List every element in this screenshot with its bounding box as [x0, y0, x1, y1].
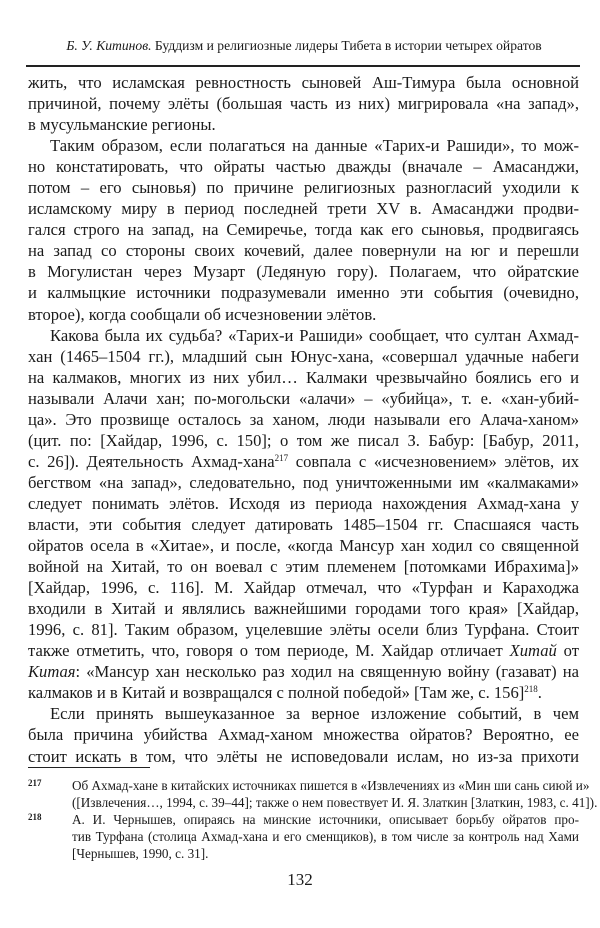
text-segment: исламскому миру в период последней трети XV в. Амасанджи продви- — [28, 199, 579, 219]
text-segment: жить, что исламская ревностность сыновей Аш-Тимура была основной — [28, 73, 579, 92]
text-line — [28, 409, 579, 430]
text-line — [28, 177, 579, 198]
text-line — [28, 472, 579, 493]
text-line — [28, 703, 579, 724]
text-segment: власти, эти события следует датировать 1485–1504 гг. Спасшаяся часть — [28, 514, 579, 534]
text-line — [28, 219, 579, 240]
text-line — [28, 156, 579, 177]
footnotes — [28, 777, 598, 862]
text-segment: бегством «на запад», следовательно, под уничтоженными им «калмаками» — [28, 472, 579, 492]
text-line — [28, 367, 579, 388]
text-segment: также отметить, что, говоря о том периоде, М. Хайдар отличает — [28, 641, 510, 661]
text-segment: совпала с «исчезновением» элётов, их — [288, 451, 580, 471]
text-segment: второе), когда сообщали об исчезновении элётов. — [28, 304, 377, 324]
running-header — [28, 38, 580, 54]
text-segment: гался строго на запад, на Семиречье, тогда как его сыновья, продвигаясь — [28, 220, 579, 240]
text-line — [28, 514, 579, 535]
text-line — [28, 325, 579, 346]
text-line — [28, 282, 579, 303]
text-line — [28, 640, 579, 661]
italic-text: Хитай — [509, 641, 557, 661]
footnote-line — [28, 845, 579, 862]
text-line — [28, 240, 579, 261]
text-segment: но констатировать, что ойраты частью дважды (вначале – Амасанджи, — [28, 157, 579, 177]
text-segment: стоит искать в том, что элёты не исповедовали ислам, но из-за прихоти — [28, 746, 579, 766]
footnote-rule — [28, 767, 150, 768]
text-segment: с. 26]). Деятельность Ахмад-хана — [28, 451, 275, 471]
text-segment: [Хайдар, 1996, с. 116]. М. Хайдар отмечал, что «Турфан и Караходжа — [28, 578, 579, 598]
text-segment: от — [556, 641, 579, 661]
text-line — [28, 72, 579, 93]
footnote-line — [28, 828, 579, 845]
text-line — [28, 598, 579, 619]
text-line — [28, 682, 579, 703]
text-line — [28, 430, 579, 451]
text-line — [28, 304, 579, 325]
text-segment: в Могулистан через Музарт (Ледяную гору). Полагаем, что ойратские — [28, 262, 579, 282]
footnote-line — [28, 794, 598, 811]
text-line — [28, 346, 579, 367]
text-line — [28, 261, 579, 282]
footnote-text: А. И. Чернышев, опираясь на минские источники, описывает борьбу ойратов про- — [72, 812, 579, 827]
text-segment: называли Алачи хан; по-могольски «алачи» – «убийца», т. е. «хан-убий- — [28, 388, 579, 408]
text-line — [28, 388, 579, 409]
main-text — [28, 72, 579, 767]
text-line — [28, 619, 579, 640]
text-segment: и калмыцкие источники подразумевали именно эти события (очевидно, — [28, 283, 579, 303]
footnote-text: Об Ахмад-хане в китайских источниках пишется в «Извлечениях из «Мин ши сань сиюй и» — [72, 778, 590, 793]
text-line — [28, 451, 579, 472]
text-segment: на запад со стороны своих кочевий, далее повернули на юг и перешли — [28, 241, 579, 261]
page-number: 132 — [287, 870, 313, 889]
text-segment: войной на Хитай, то он воевал с этим племенем [потомками Ибрахима]» — [28, 557, 579, 577]
text-segment: ца». Это прозвище осталось за ханом, люди называли его Алача-ханом» — [28, 409, 579, 429]
text-line — [28, 93, 579, 114]
footnote-number: 218 — [28, 812, 42, 822]
footnote-line — [28, 777, 590, 794]
text-line — [28, 661, 579, 682]
italic-text: Китая — [28, 662, 76, 682]
text-line — [28, 577, 579, 598]
footnote-number: 217 — [28, 778, 42, 788]
text-segment: . — [537, 683, 542, 703]
footnote-text: тив Турфана (столица Ахмад-хана и его сменщиков), в том числе за контроль над Хами — [72, 829, 579, 844]
text-segment: калмаков и в Китай и возвращался с полной победой» [Там же, с. 156] — [28, 683, 525, 703]
text-segment: : «Мансур хан несколько раз ходил на священную войну (газават) на — [75, 662, 579, 682]
footnote-ref[interactable]: 218 — [524, 684, 538, 695]
text-segment: в мусульманские регионы. — [28, 115, 216, 135]
text-segment: входили в Хитай и являлись важнейшими городами того края» [Хайдар, — [28, 599, 579, 619]
text-line — [28, 198, 579, 219]
footnote-ref[interactable]: 217 — [274, 452, 289, 463]
text-segment: Таким образом, если полагаться на данные «Тарих-и Рашиди», то мож- — [50, 136, 579, 156]
text-line — [28, 746, 579, 767]
text-segment: 1996, с. 81]. Таким образом, уцелевшие элёты осели близ Турфана. Стоит — [28, 620, 579, 640]
footnote-text: ([Извлечения…, 1994, с. 39–44]; также о нем повествует И. Я. Златкин [Златкин, 1983, с. 41]). — [72, 795, 598, 810]
text-segment: на калмаков, многих из них убил… Калмаки чрезвычайно боялись его и — [28, 367, 579, 387]
footnote-text: [Чернышев, 1990, с. 31]. — [72, 846, 209, 861]
text-line — [28, 724, 579, 745]
text-segment: следует понимать элётов. Исходя из периода нахождения Ахмад-хана у — [28, 493, 579, 513]
text-segment: потом – его сыновья) по причине религиозных разногласий уходили к — [28, 178, 579, 198]
header-author: Б. У. Китинов. — [66, 38, 152, 53]
text-segment: была причина убийства Ахмад-ханом множества ойратов? Вероятно, ее — [28, 725, 579, 745]
text-line — [28, 135, 579, 156]
header-title: Буддизм и религиозные лидеры Тибета в истории четырех ойратов — [154, 38, 542, 53]
text-segment: хан (1465–1504 гг.), младший сын Юнус-хана, «совершал удачные набеги — [28, 346, 579, 366]
text-line — [28, 556, 579, 577]
text-line — [28, 114, 579, 135]
text-line — [28, 535, 579, 556]
text-segment: Какова была их судьба? «Тарих-и Рашиди» сообщает, что султан Ахмад- — [50, 325, 579, 345]
header-rule — [26, 65, 580, 67]
text-segment: ойратов осела в «Хитае», и после, «когда Мансур хан ходил со священной — [28, 536, 579, 556]
text-segment: (цит. по: [Хайдар, 1996, с. 150]; о том же писал З. Бабур: [Бабур, 2011, — [28, 430, 579, 450]
footnote-line — [28, 811, 579, 828]
text-segment: Если принять вышеуказанное за верное изложение событий, в чем — [50, 704, 579, 724]
text-segment: причиной, почему элёты (большая часть из них) мигрировала «на запад», — [28, 94, 579, 114]
text-line — [28, 493, 579, 514]
